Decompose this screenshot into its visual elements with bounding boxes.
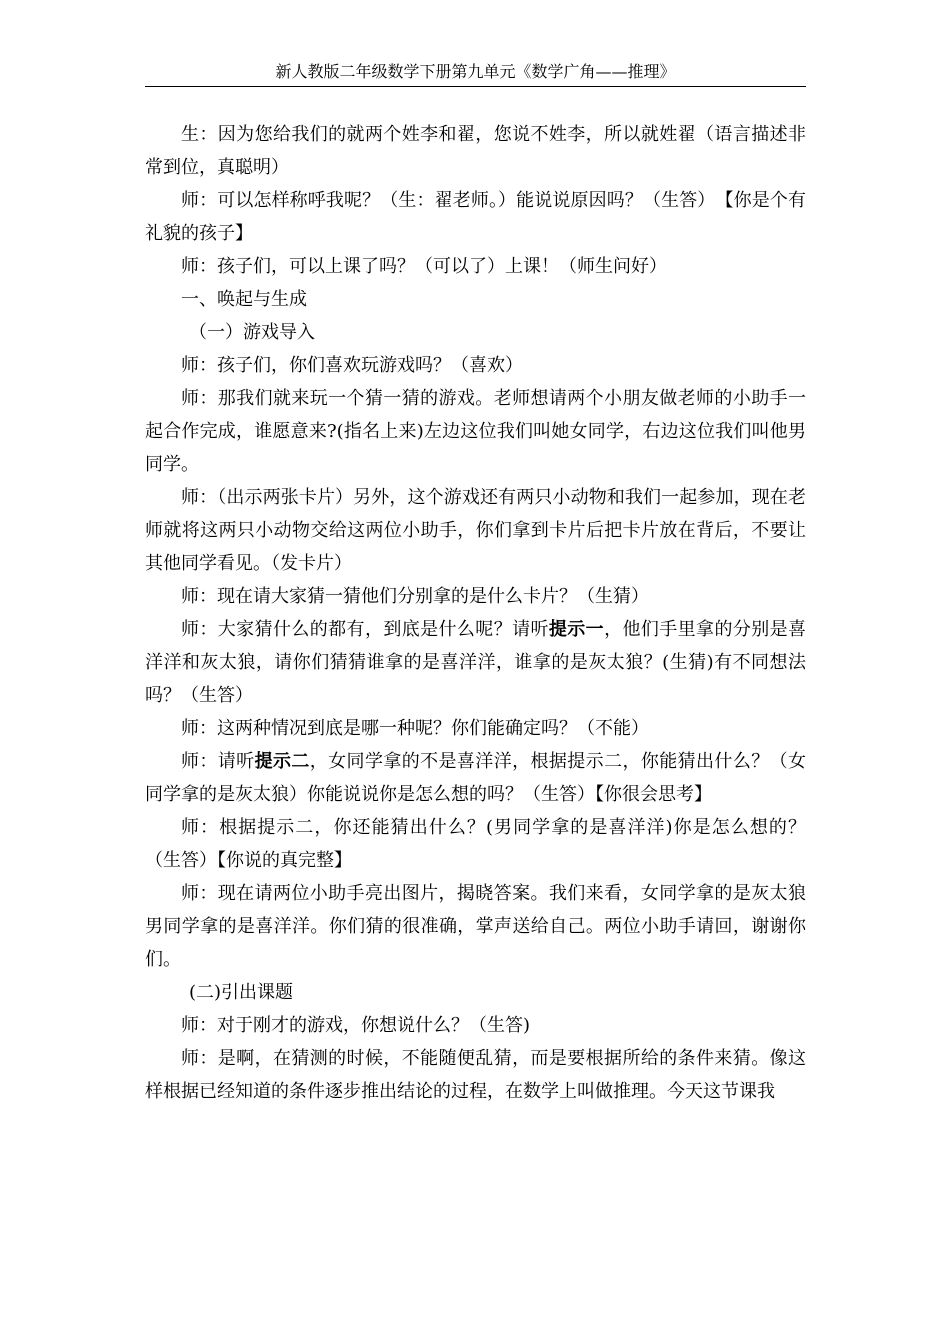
paragraph-8 [145,481,806,580]
paragraph-9 [145,580,806,613]
paragraph-text: 师：现在请两位小助手亮出图片，揭晓答案。我们来看，女同学拿的是灰太狼男同学拿的是喜洋洋。你们猜的很准确，掌声送给自己。两位小助手请回，谢谢你们。 [145,883,806,970]
subsection-heading-1 [145,316,806,349]
paragraph-11 [145,712,806,745]
paragraph-text: 师：对于刚才的游戏，你想说什么？（生答) [181,1015,531,1036]
page-header: 新人教版二年级数学下册第九单元《数学广角——推理》 [275,62,676,81]
paragraph-text: 生：因为您给我们的就两个姓李和翟，您说不姓李，所以就姓翟（语言描述非常到位，真聪明） [145,124,806,178]
paragraph-text: ，女同学拿的不是喜洋洋，根据提示二，你能猜出什么？（女同学拿的是灰太狼）你能说说你是怎么想的吗？（生答）【你很会思考】 [145,751,807,805]
paragraph-2 [145,184,806,250]
paragraph-text: 师：大家猜什么的都有，到底是什么呢？请听 [181,619,549,640]
paragraph-7 [145,382,806,481]
paragraph-text: 师：请听 [181,751,255,772]
paragraph-text: 师：这两种情况到底是哪一种呢？你们能确定吗？（不能） [181,718,649,739]
paragraph-12 [145,745,806,811]
bold-hint: 提示一 [548,619,605,640]
bold-hint: 提示二 [254,751,310,772]
paragraph-14 [145,877,806,976]
section-heading-1 [145,283,806,316]
paragraph-16 [145,1009,806,1042]
section-heading-text: 一、唤起与生成 [181,289,307,310]
subsection-heading-text: （一）游戏导入 [189,322,315,343]
header-rule [145,86,806,87]
paragraph-10 [145,613,806,712]
paragraph-text: ，他们手里拿的分别是喜洋洋和灰太狼，请你们猜猜谁拿的是喜洋洋，谁拿的是灰太狼？(生猜)有不同想法吗？（生答） [145,619,807,706]
paragraph-text: 师：可以怎样称呼我呢？（生：翟老师。）能说说原因吗？（生答） 【你是个有礼貌的孩子】 [145,190,806,244]
subsection-heading-text: (二)引出课题 [189,982,294,1003]
paragraph-text: 师：（出示两张卡片）另外，这个游戏还有两只小动物和我们一起参加，现在老师就将这两只小动物交给这两位小助手，你们拿到卡片后把卡片放在背后，不要让其他同学看见。（发卡片） [145,487,806,574]
paragraph-3 [145,250,806,283]
paragraph-text: 师：现在请大家猜一猜他们分别拿的是什么卡片？（生猜） [181,586,649,607]
body-text [145,118,806,1108]
paragraph-13 [145,811,806,877]
paragraph-6 [145,349,806,382]
paragraph-text: 师：孩子们，你们喜欢玩游戏吗？（喜欢） [181,355,523,376]
paragraph-text: 师：根据提示二，你还能猜出什么？(男同学拿的是喜洋洋)你是怎么想的？（生答）【你说的真完整】 [145,817,806,871]
subsection-heading-2 [145,976,806,1009]
paragraph-text: 师：是啊，在猜测的时候，不能随便乱猜，而是要根据所给的条件来猜。像这样根据已经知道的条件逐步推出结论的过程，在数学上叫做推理。今天这节课我 [145,1048,806,1102]
paragraph-text: 师：孩子们，可以上课了吗？（可以了）上课！（师生问好） [181,256,667,277]
paragraph-17 [145,1042,806,1108]
paragraph-1 [145,118,806,184]
paragraph-text: 师：那我们就来玩一个猜一猜的游戏。老师想请两个小朋友做老师的小助手一起合作完成，谁愿意来?(指名上来)左边这位我们叫她女同学，右边这位我们叫他男同学。 [145,388,806,475]
